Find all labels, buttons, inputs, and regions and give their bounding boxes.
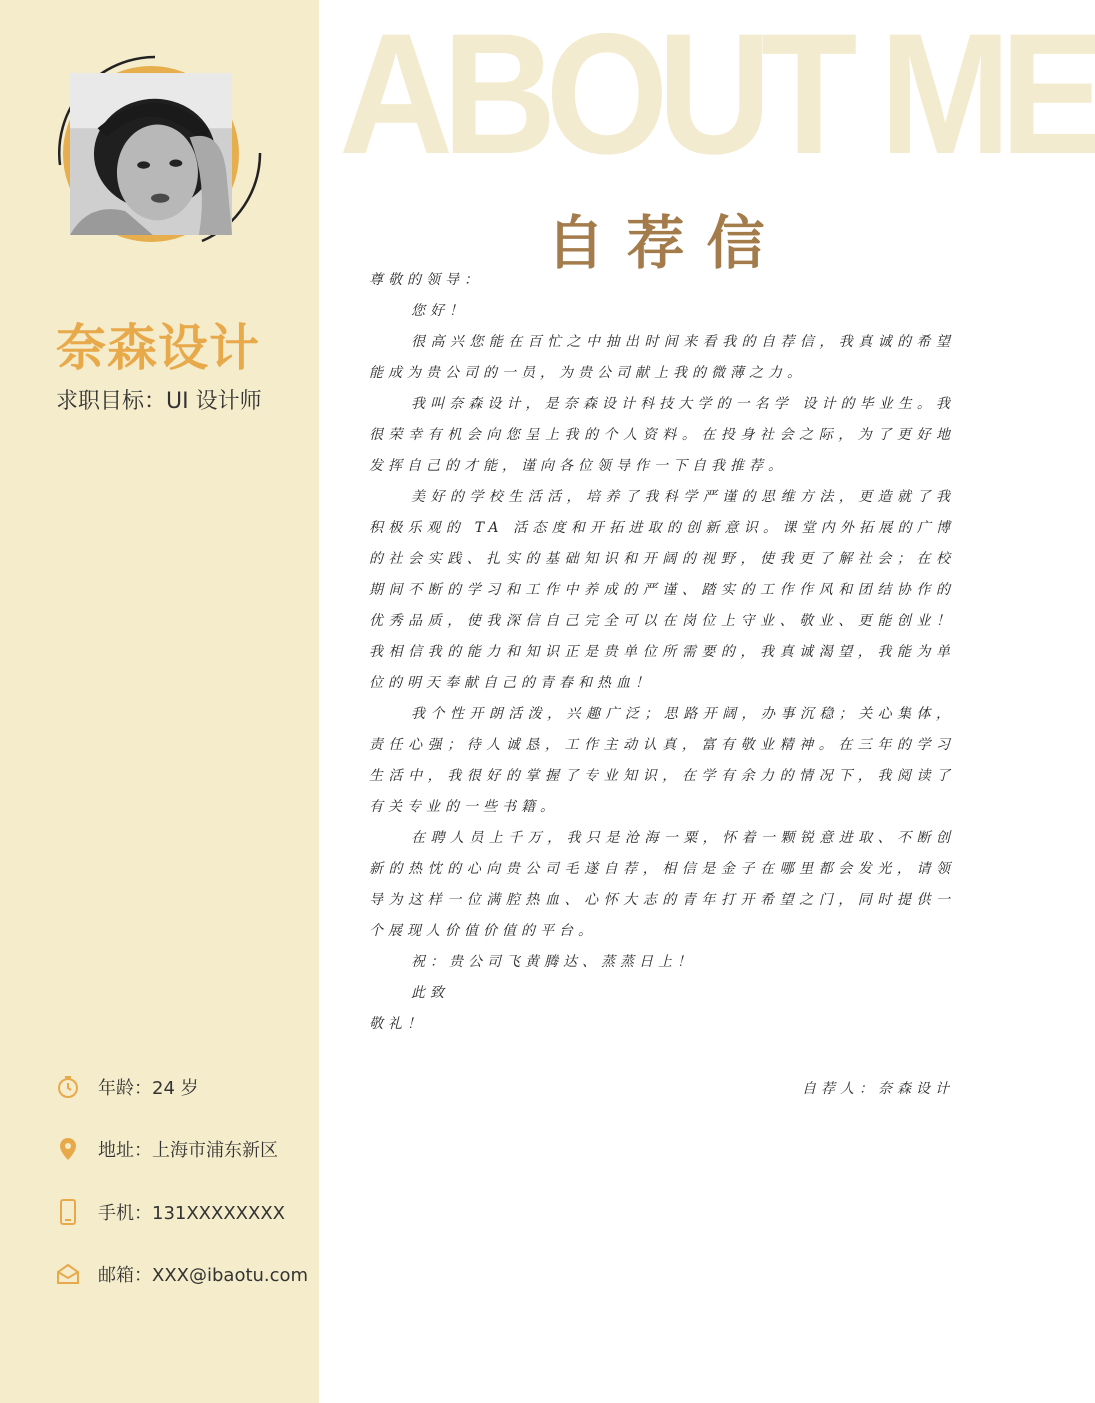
letter-signature: 自荐人：奈森设计 xyxy=(802,1081,954,1097)
candidate-name: 奈森设计 xyxy=(56,319,260,377)
letter-paragraph: 美好的学校生活活，培养了我科学严谨的思维方法，更造就了我积极乐观的 TA 活态度和开拓进取的创新意识。课堂内外拓展的广博的社会实践、扎实的基础知识和开阔的视野，使我更了解社会；在校期间不断的学习和工作中养成的严谨、踏实的工作作风和团结协作的优秀品质，使我深信自己完全可以在岗位上守业、敬业、更能创业！我相信我的能力和知识正是贵单位所需要的，我真诚渴望，我能为单位的明天奉献自己的青春和热血！ xyxy=(369,489,955,691)
letter-paragraph: 我个性开朗活泼，兴趣广泛；思路开阔，办事沉稳；关心集体，责任心强；待人诚恳，工作主动认真，富有敬业精神。在三年的学习生活中，我很好的掌握了专业知识，在学有余力的情况下，我阅读了有关专业的一些书籍。 xyxy=(369,706,955,815)
letter-regards-2: 敬礼！ xyxy=(369,1016,426,1032)
contact-phone-text: 手机：131XXXXXXXX xyxy=(98,1203,286,1224)
job-objective: 求职目标：UI 设计师 xyxy=(56,389,262,414)
contact-email xyxy=(56,1259,308,1289)
letter-title: 自荐信 xyxy=(546,209,787,277)
letter-salutation: 尊敬的领导： xyxy=(369,272,483,288)
letter-paragraph: 在聘人员上千万，我只是沧海一粟，怀着一颗锐意进取、不断创新的热忱的心向贵公司毛遂自荐，相信是金子在哪里都会发光，请领导为这样一位满腔热血、心怀大志的青年打开希望之门，同时提供一个展现人价值价值的平台。 xyxy=(369,830,955,939)
letter-paragraph: 我叫奈森设计，是奈森设计科技大学的一名学 设计的毕业生。我很荣幸有机会向您呈上我的个人资料。在投身社会之际，为了更好地发挥自己的才能，谨向各位领导作一下自我推荐。 xyxy=(369,396,955,474)
location-pin-icon xyxy=(56,1136,80,1162)
about-me-watermark: ABOUT ME xyxy=(339,0,1095,190)
portrait-photo xyxy=(70,73,232,235)
mail-icon xyxy=(56,1261,80,1287)
contact-address xyxy=(56,1134,278,1164)
phone-icon xyxy=(56,1199,80,1225)
cover-letter-body xyxy=(369,265,955,1040)
contact-age xyxy=(56,1072,199,1102)
letter-wish: 祝：贵公司飞黄腾达、蒸蒸日上！ xyxy=(411,954,696,970)
letter-regards-1: 此致 xyxy=(411,985,449,1001)
letter-panel xyxy=(319,0,1095,1403)
contact-email-text: 邮箱：XXX@ibaotu.com xyxy=(98,1265,309,1286)
clock-icon xyxy=(56,1074,80,1100)
avatar xyxy=(63,66,239,242)
avatar-frame xyxy=(52,55,264,251)
contact-phone xyxy=(56,1197,285,1227)
profile-sidebar xyxy=(0,0,319,1403)
contact-age-text: 年龄：24 岁 xyxy=(98,1078,199,1099)
letter-greeting: 您好！ xyxy=(411,303,468,319)
contact-address-text: 地址：上海市浦东新区 xyxy=(98,1140,278,1161)
letter-paragraph: 很高兴您能在百忙之中抽出时间来看我的自荐信，我真诚的希望能成为贵公司的一员，为贵公司献上我的微薄之力。 xyxy=(369,334,955,381)
